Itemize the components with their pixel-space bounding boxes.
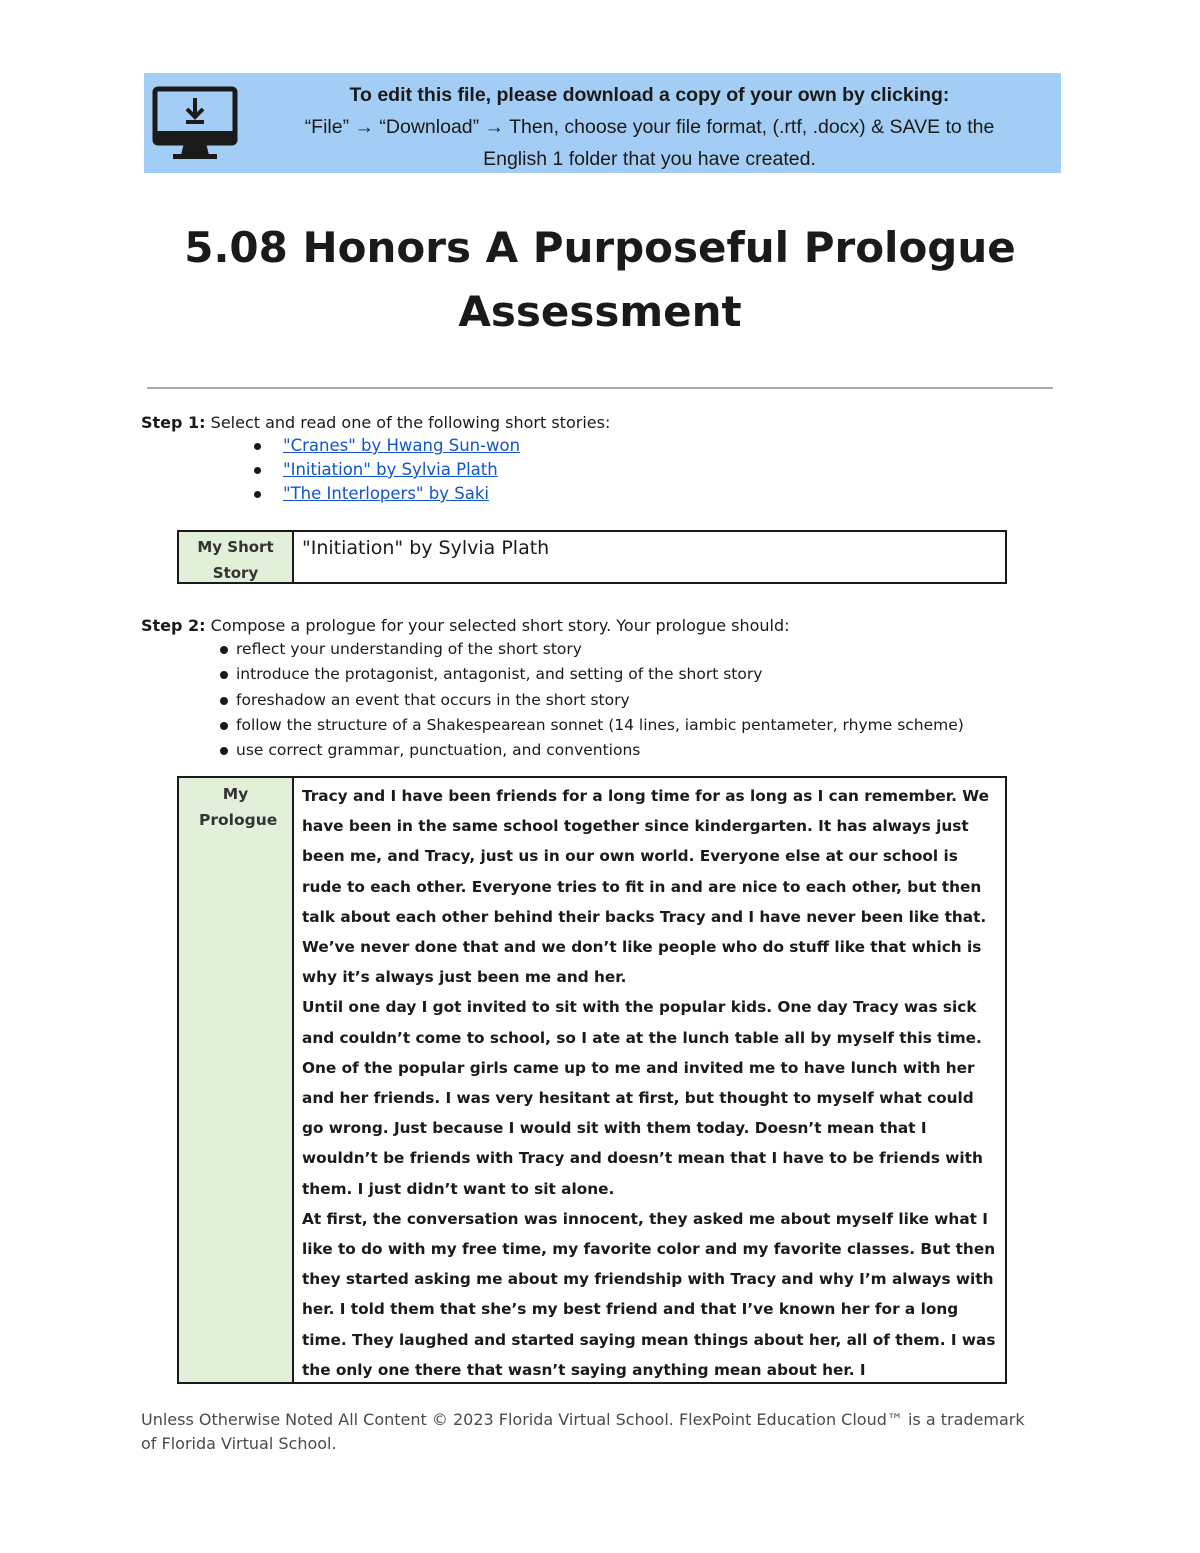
prologue-text-cell[interactable] bbox=[294, 778, 1005, 1382]
criterion-text: reflect your understanding of the short story bbox=[236, 640, 582, 658]
bullet-icon bbox=[220, 646, 228, 654]
criterion-text: follow the structure of a Shakespearean sonnet (14 lines, iambic pentameter, rhyme scheme) bbox=[236, 715, 964, 734]
step-2-text: Compose a prologue for your selected short story. Your prologue should: bbox=[205, 616, 790, 635]
list-item bbox=[254, 458, 520, 482]
banner-instructions-end: English 1 folder that you have created. bbox=[483, 148, 816, 170]
prologue-paragraph-2: Until one day I got invited to sit with the popular kids. One day Tracy was sick and couldn’t come to school, so I ate at the lunch table all by myself this time. One of the popular girls came up to me and invited me to have lunch with her and her friends. I was very hesitant at first, but thought to myself what could go wrong. Just because I would sit with them today. Doesn’t mean that I wouldn’t be friends with Tracy and doesn’t mean that I have to be friends with them. I just didn’t want to sit alone. bbox=[302, 998, 983, 1198]
link-the-interlopers[interactable]: "The Interlopers" by Saki bbox=[283, 484, 489, 503]
short-story-table bbox=[177, 530, 1007, 584]
prologue-label: My Prologue bbox=[179, 778, 294, 1382]
bullet-icon bbox=[220, 722, 228, 730]
bullet-icon bbox=[220, 697, 228, 705]
step-2-label: Step 2: bbox=[141, 616, 206, 635]
bullet-icon bbox=[220, 671, 228, 679]
list-item bbox=[218, 738, 964, 763]
download-monitor-icon bbox=[151, 85, 239, 163]
link-cranes[interactable]: "Cranes" by Hwang Sun-won bbox=[283, 436, 521, 455]
bullet-icon bbox=[254, 491, 261, 498]
banner-instructions: “File” → “Download” → Then, choose your file format, (.rtf, .docx) & SAVE to the bbox=[304, 116, 995, 138]
bullet-icon bbox=[254, 443, 261, 450]
short-story-list bbox=[254, 434, 520, 506]
criterion-text: foreshadow an event that occurs in the short story bbox=[236, 690, 630, 709]
banner-heading: To edit this file, please download a copy of your own by clicking: bbox=[349, 84, 950, 106]
list-item bbox=[218, 662, 964, 687]
list-item bbox=[218, 637, 964, 662]
bullet-icon bbox=[254, 467, 261, 474]
short-story-label: My Short Story bbox=[179, 532, 294, 582]
step-1-instructions bbox=[141, 411, 610, 435]
page-title: 5.08 Honors A Purposeful Prologue Assessment bbox=[184, 223, 1016, 336]
list-item bbox=[254, 482, 520, 506]
short-story-value[interactable]: "Initiation" by Sylvia Plath bbox=[302, 537, 550, 559]
list-item bbox=[218, 688, 964, 713]
step-1-label: Step 1: bbox=[141, 413, 206, 432]
banner-text bbox=[242, 79, 1057, 175]
link-initiation[interactable]: "Initiation" by Sylvia Plath bbox=[283, 460, 498, 479]
criterion-text: introduce the protagonist, antagonist, and setting of the short story bbox=[236, 665, 763, 684]
criterion-text: use correct grammar, punctuation, and conventions bbox=[236, 741, 641, 760]
list-item bbox=[254, 434, 520, 458]
prologue-paragraph-3: At first, the conversation was innocent, they asked me about myself like what I like to do with my free time, my favorite color and my favorite classes. But then they started asking me about my friendship with Tracy and why I’m always with her. I told them that she’s my best friend and that I’ve known her for a long time. They laughed and started saying mean things about her, all of them. I was the only one there that wasn’t saying anything mean about her. I bbox=[302, 1209, 996, 1379]
list-item bbox=[218, 713, 964, 738]
step-2-instructions bbox=[141, 614, 790, 638]
bullet-icon bbox=[220, 747, 228, 755]
prologue-criteria-list bbox=[218, 637, 964, 763]
copyright-footer: Unless Otherwise Noted All Content © 2023 Florida Virtual School. FlexPoint Education Cloud™ is a trademark of Florida Virtual School. bbox=[141, 1410, 1025, 1453]
horizontal-divider bbox=[147, 387, 1053, 389]
prologue-table bbox=[177, 776, 1007, 1384]
prologue-paragraph-1: Tracy and I have been friends for a long time for as long as I can remember. We have been in the same school together since kindergarten. It has always just been me, and Tracy, just us in our own world. Everyone else at our school is rude to each other. Everyone tries to fit in and are nice to each other, but then talk about each other behind their backs Tracy and I have never been like that. We’ve never done that and we don’t like people who do stuff like that which is why it’s always just been me and her. bbox=[302, 787, 989, 987]
step-1-text: Select and read one of the following short stories: bbox=[205, 413, 611, 432]
download-instructions-banner bbox=[144, 73, 1061, 173]
